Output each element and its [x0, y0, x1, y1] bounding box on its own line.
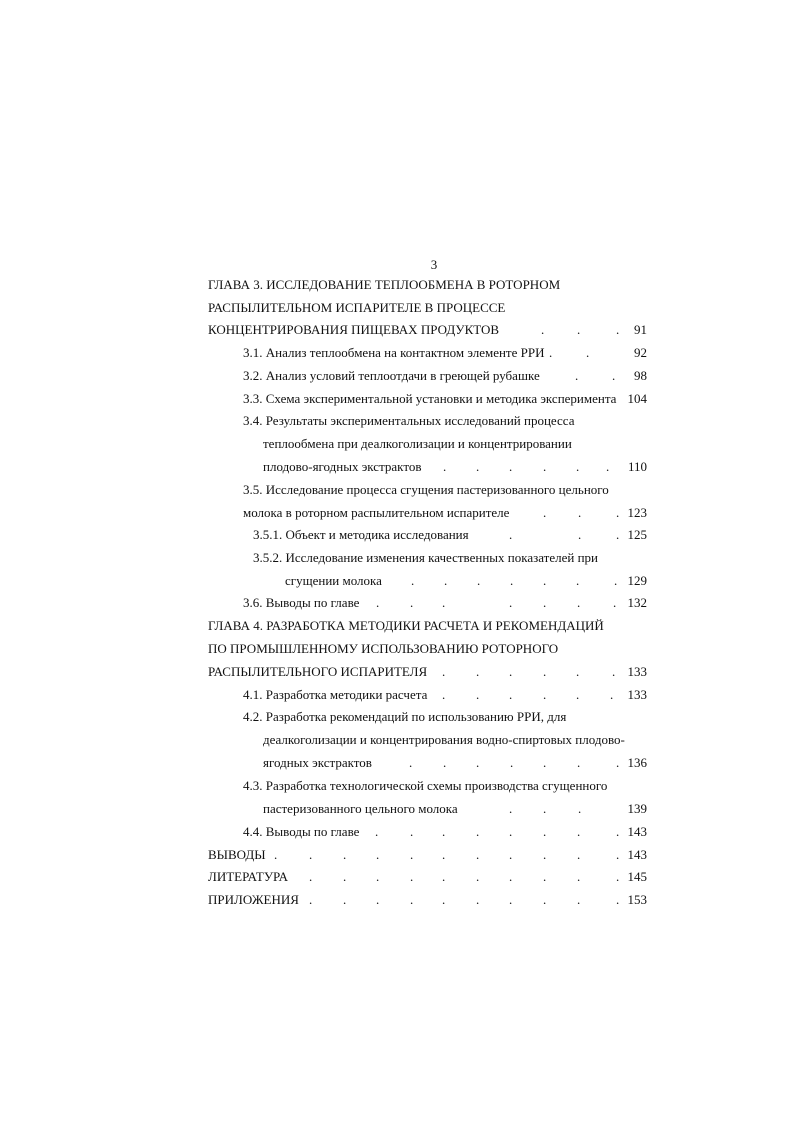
leader-dot: . [442, 595, 446, 610]
toc-page-number: 132 [627, 595, 647, 610]
leader-dot: . [376, 892, 380, 907]
toc-entry-text: КОНЦЕНТРИРОВАНИЯ ПИЩЕВАХ ПРОДУКТОВ [208, 322, 500, 337]
leader-dot: . [409, 755, 413, 770]
leader-dot: . [578, 801, 582, 816]
page-number: 3 [430, 257, 438, 272]
toc-entry-text: 4.4. Выводы по главе [243, 824, 360, 839]
leader-dot: . [612, 664, 616, 679]
leader-dot: . [410, 595, 414, 610]
leader-dot: . [343, 892, 347, 907]
leader-dot: . [577, 824, 581, 839]
leader-dot: . [543, 801, 547, 816]
leader-dot: . [549, 345, 553, 360]
toc-page-number: 133 [627, 664, 647, 679]
toc-entry-text: 3.5.1. Объект и методика исследования [253, 527, 469, 542]
toc-entry-text: молока в роторном распылительном испарителе [243, 505, 510, 520]
leader-dot: . [577, 869, 581, 884]
leader-dot: . [476, 869, 480, 884]
leader-dot: . [509, 801, 513, 816]
toc-entry-text: деалкоголизации и концентрирования водно-спиртовых плодово- [263, 732, 625, 747]
toc-entry-text: 4.1. Разработка методики расчета [243, 687, 428, 702]
leader-dot: . [578, 505, 582, 520]
leader-dot: . [543, 824, 547, 839]
leader-dot: . [543, 892, 547, 907]
leader-dot: . [443, 755, 447, 770]
leader-dot: . [444, 573, 448, 588]
leader-dot: . [543, 869, 547, 884]
toc-page-number: 104 [627, 391, 647, 406]
leader-dot: . [476, 847, 480, 862]
leader-dot: . [543, 664, 547, 679]
leader-dot: . [616, 755, 620, 770]
leader-dot: . [410, 847, 414, 862]
leader-dot: . [543, 687, 547, 702]
toc-entry-text: ГЛАВА 4. РАЗРАБОТКА МЕТОДИКИ РАСЧЕТА И РЕКОМЕНДАЦИЙ [208, 618, 604, 633]
leader-dot: . [510, 755, 514, 770]
leader-dot: . [575, 368, 579, 383]
leader-dot: . [510, 573, 514, 588]
toc-page-number: 153 [627, 892, 647, 907]
toc-page-number: 145 [627, 869, 647, 884]
leader-dot: . [476, 687, 480, 702]
leader-dot: . [442, 664, 446, 679]
leader-dot: . [616, 322, 620, 337]
leader-dot: . [376, 847, 380, 862]
toc-entry-text: ПРИЛОЖЕНИЯ [208, 892, 299, 907]
leader-dot: . [476, 755, 480, 770]
leader-dot: . [476, 892, 480, 907]
leader-dot: . [577, 322, 581, 337]
leader-dot: . [577, 595, 581, 610]
leader-dot: . [411, 573, 415, 588]
leader-dot: . [578, 527, 582, 542]
toc-page-number: 125 [627, 527, 647, 542]
toc-entry-text: 3.3. Схема экспериментальной установки и методика эксперимента [243, 391, 617, 406]
leader-dot: . [375, 824, 379, 839]
leader-dot: . [543, 595, 547, 610]
toc-entry-text: 3.1. Анализ теплообмена на контактном элементе РРИ [243, 345, 545, 360]
toc-entry-text: ПО ПРОМЫШЛЕННОМУ ИСПОЛЬЗОВАНИЮ РОТОРНОГО [208, 641, 559, 656]
toc-entry-text: ГЛАВА 3. ИССЛЕДОВАНИЕ ТЕПЛООБМЕНА В РОТОРНОМ [208, 277, 561, 292]
leader-dot: . [509, 459, 513, 474]
leader-dot: . [309, 869, 313, 884]
toc-entry-text: РАСПЫЛИТЕЛЬНОМ ИСПАРИТЕЛЕ В ПРОЦЕССЕ [208, 300, 506, 315]
leader-dot: . [442, 892, 446, 907]
leader-dot: . [543, 505, 547, 520]
leader-dot: . [476, 824, 480, 839]
toc-entry-text: РАСПЫЛИТЕЛЬНОГО ИСПАРИТЕЛЯ [208, 664, 428, 679]
leader-dot: . [616, 869, 620, 884]
toc-entry-text: 4.2. Разработка рекомендаций по использованию РРИ, для [243, 709, 567, 724]
leader-dot: . [274, 847, 278, 862]
toc-entry-text: ВЫВОДЫ [208, 847, 266, 862]
leader-dot: . [343, 847, 347, 862]
toc-entry-text: 3.5. Исследование процесса сгущения пастеризованного цельного [243, 482, 609, 497]
leader-dot: . [543, 847, 547, 862]
leader-dot: . [442, 847, 446, 862]
toc-entry-text: ягодных экстрактов [263, 755, 372, 770]
leader-dot: . [410, 892, 414, 907]
toc-page-number: 133 [627, 687, 647, 702]
toc-entry-text: сгущении молока [285, 573, 382, 588]
leader-dot: . [543, 459, 547, 474]
leader-dot: . [509, 687, 513, 702]
leader-dot: . [616, 892, 620, 907]
leader-dot: . [443, 459, 447, 474]
leader-dot: . [616, 847, 620, 862]
toc-page-number: 110 [627, 459, 647, 474]
leader-dot: . [616, 527, 620, 542]
leader-dot: . [576, 459, 580, 474]
leader-dot: . [509, 847, 513, 862]
toc-page-number: 91 [634, 322, 647, 337]
leader-dot: . [586, 345, 590, 360]
leader-dot: . [476, 664, 480, 679]
leader-dot: . [442, 869, 446, 884]
toc-page-number: 143 [627, 824, 647, 839]
toc-page-number: 143 [627, 847, 647, 862]
leader-dot: . [509, 892, 513, 907]
toc-page-number: 123 [627, 505, 647, 520]
toc-entry-text: пастеризованного цельного молока [263, 801, 458, 816]
leader-dot: . [309, 892, 313, 907]
leader-dot: . [576, 664, 580, 679]
leader-dot: . [576, 573, 580, 588]
leader-dot: . [576, 687, 580, 702]
toc-entry-text: 3.4. Результаты экспериментальных исследований процесса [243, 413, 575, 428]
leader-dot: . [610, 687, 614, 702]
toc-entry-text: 3.6. Выводы по главе [243, 595, 360, 610]
toc-entry-text: 4.3. Разработка технологической схемы производства сгущенного [243, 778, 608, 793]
leader-dot: . [343, 869, 347, 884]
toc-entry-text: плодово-ягодных экстрактов [263, 459, 422, 474]
leader-dot: . [616, 505, 620, 520]
leader-dot: . [606, 459, 610, 474]
leader-dot: . [509, 595, 513, 610]
toc-entry-text: 3.2. Анализ условий теплоотдачи в греющей рубашке [243, 368, 540, 383]
leader-dot: . [509, 664, 513, 679]
leader-dot: . [410, 869, 414, 884]
leader-dot: . [410, 824, 414, 839]
leader-dot: . [543, 755, 547, 770]
leader-dot: . [614, 573, 618, 588]
leader-dot: . [612, 368, 616, 383]
leader-dot: . [376, 595, 380, 610]
leader-dot: . [509, 869, 513, 884]
leader-dot: . [309, 847, 313, 862]
toc-page-number: 98 [634, 368, 647, 383]
leader-dot: . [541, 322, 545, 337]
leader-dot: . [376, 869, 380, 884]
toc-page-number: 92 [634, 345, 647, 360]
leader-dot: . [577, 755, 581, 770]
toc-page-number: 136 [627, 755, 647, 770]
leader-dot: . [477, 573, 481, 588]
toc-entry-text: теплообмена при деалкоголизации и концентрировании [263, 436, 572, 451]
leader-dot: . [577, 892, 581, 907]
toc-entry-text: ЛИТЕРАТУРА [208, 869, 288, 884]
leader-dot: . [543, 573, 547, 588]
leader-dot: . [509, 527, 513, 542]
leader-dot: . [442, 824, 446, 839]
leader-dot: . [613, 595, 617, 610]
leader-dot: . [476, 459, 480, 474]
leader-dot: . [509, 824, 513, 839]
leader-dot: . [616, 824, 620, 839]
toc-entry-text: 3.5.2. Исследование изменения качественных показателей при [253, 550, 599, 565]
toc-page-number: 139 [627, 801, 647, 816]
leader-dot: . [577, 847, 581, 862]
toc-page-number: 129 [627, 573, 647, 588]
leader-dot: . [442, 687, 446, 702]
